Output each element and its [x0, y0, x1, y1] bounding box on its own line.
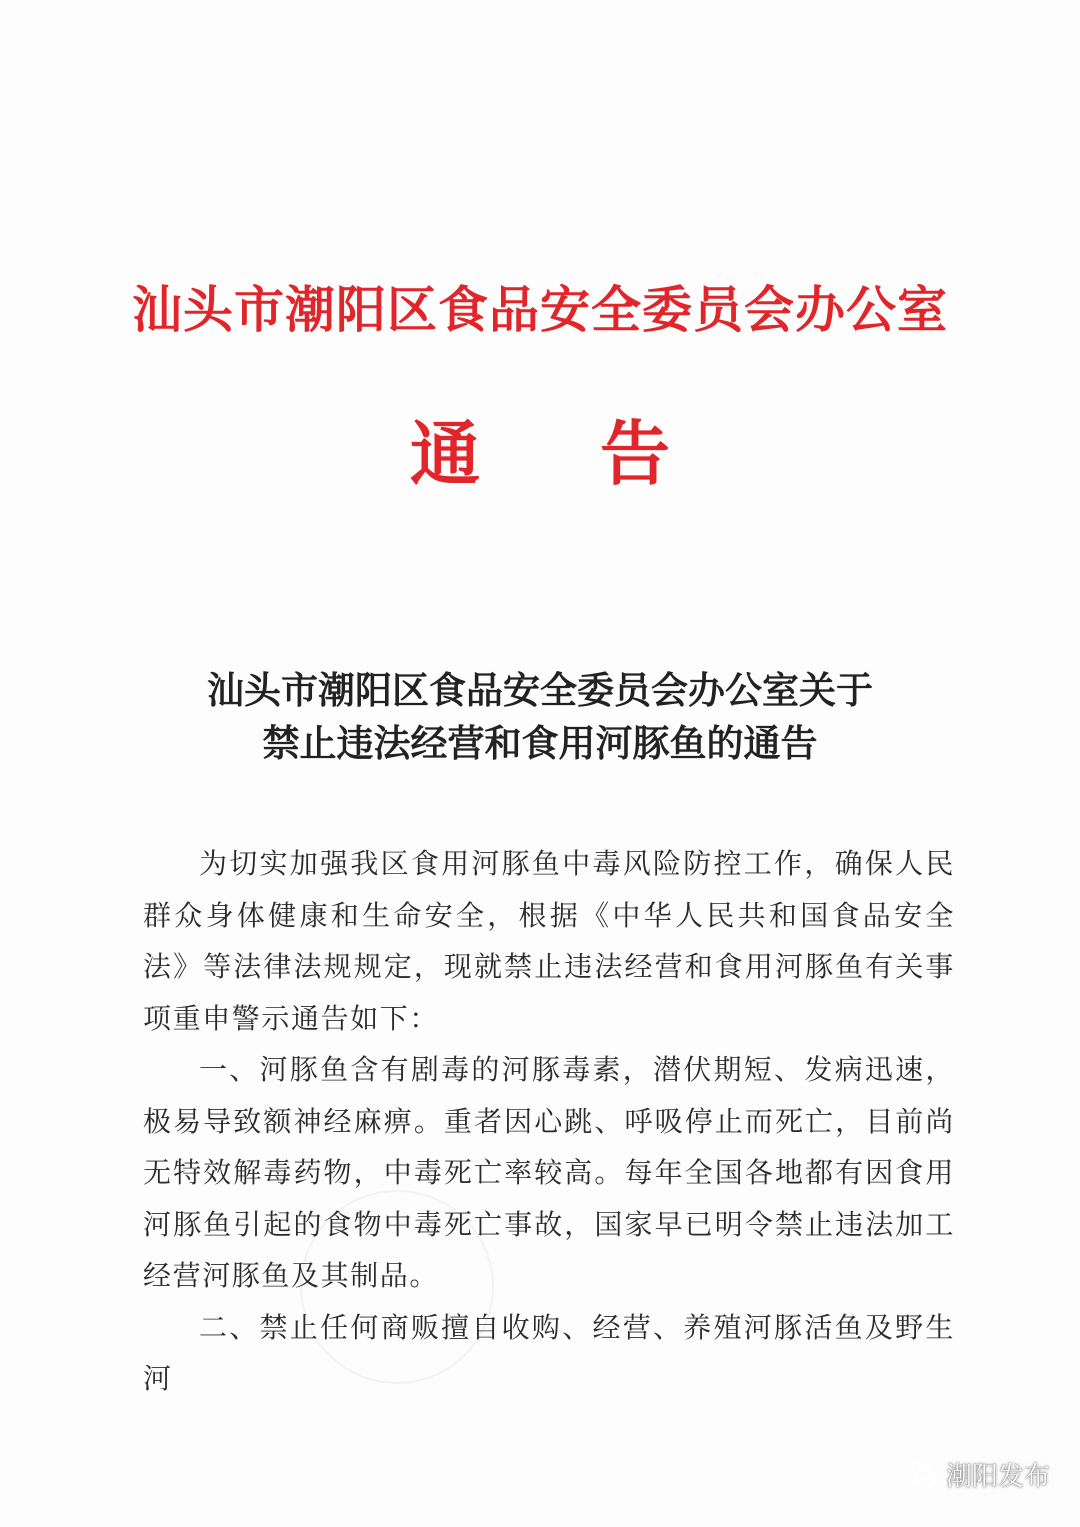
wechat-icon	[904, 1461, 938, 1489]
watermark-text: 潮阳发布	[945, 1462, 1050, 1492]
body-paragraph-item-2: 二、禁止任何商贩擅自收购、经营、养殖河豚活鱼及野生河	[143, 1310, 955, 1395]
source-watermark	[904, 1456, 1050, 1493]
document-type-heading: 通告	[410, 412, 790, 495]
body-paragraph-intro: 为切实加强我区食用河豚鱼中毒风险防控工作，确保人民群众身体健康和生命安全，根据《中华人民共和国食品安全法》等法律法规规定，现就禁止违法经营和食用河豚鱼有关事项重申警示通告如下：	[143, 847, 955, 1035]
issuing-organization-header: 汕头市潮阳区食品安全委员会办公室	[132, 280, 948, 339]
notice-title-line-1: 汕头市潮阳区食品安全委员会办公室关于	[207, 668, 873, 712]
body-paragraph-item-1: 一、河豚鱼含有剧毒的河豚毒素，潜伏期短、发病迅速，极易导致额神经麻痹。重者因心跳、呼吸停止而死亡，目前尚无特效解毒药物，中毒死亡率较高。每年全国各地都有因食用河豚鱼引起的食物中毒死亡事故，国家早已明令禁止违法加工经营河豚鱼及其制品。	[143, 1053, 955, 1292]
notice-body	[143, 838, 955, 1405]
notice-title	[0, 664, 1080, 770]
notice-title-line-2: 禁止违法经营和食用河豚鱼的通告	[262, 721, 818, 765]
